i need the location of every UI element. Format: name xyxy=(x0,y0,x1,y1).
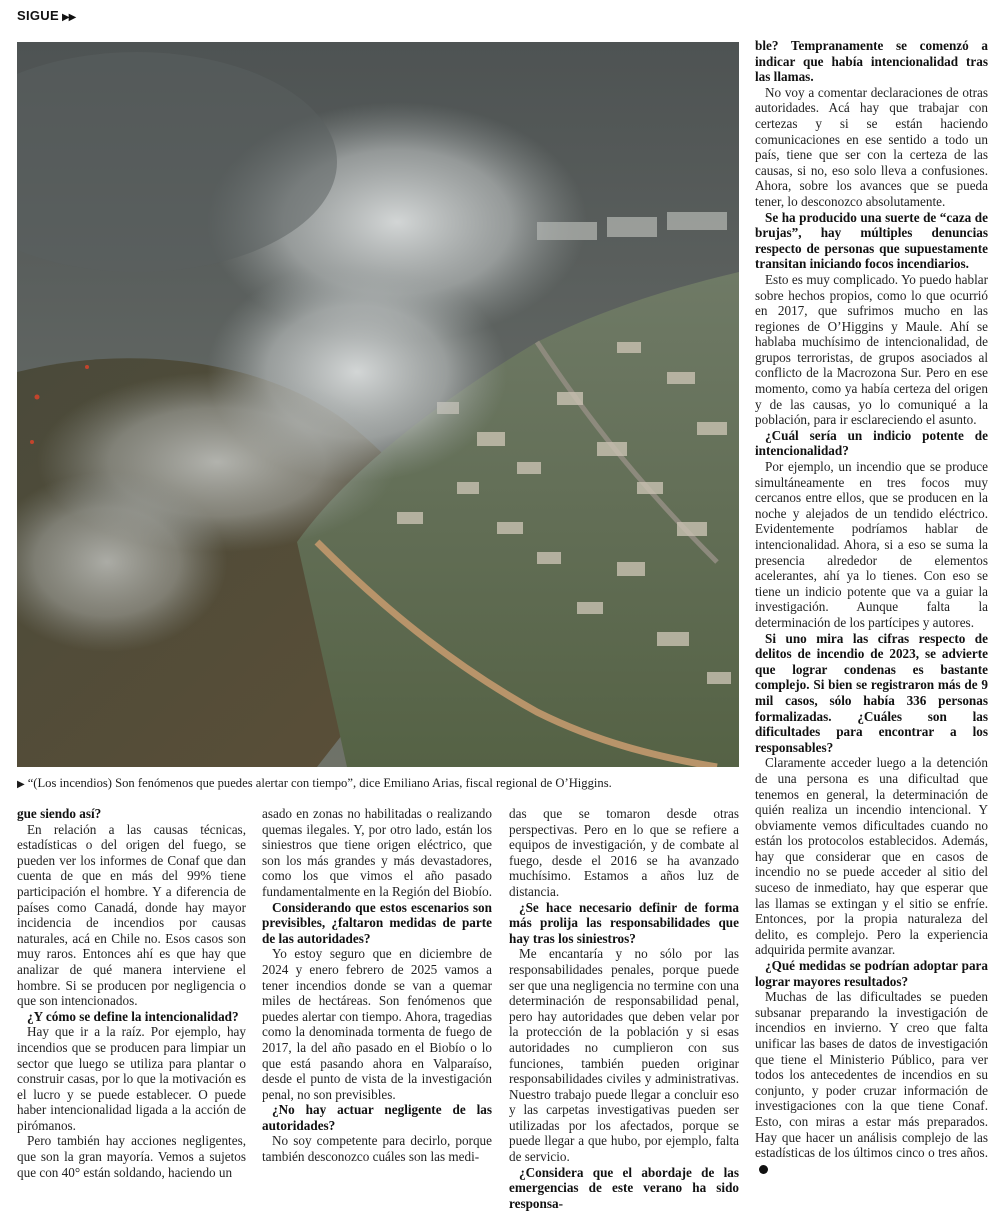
answer-paragraph: En relación a las causas técnicas, estadísticas o del origen del fuego, se pueden ver los informes de Conaf que dan cuenta de que en más del 99% tiene participación el hombre. Y a diferencia de países como Canadá, donde hay mayor incidencia de incendios por causas naturales, acá en Chile no. Esos casos son muy raros. Entonces ahí es que hay que analizar de qué manera interviene el hombre. Si se producen por negligencia o que son intencionados. xyxy=(17,821,246,1009)
photo-caption xyxy=(17,775,739,793)
answer-paragraph: Por ejemplo, un incendio que se produce simultáneamente en tres focos muy cercanos entre ellos, que se producen en la noche y alejados de un tendido eléctrico. Evidentemente podríamos hablar de intencionalidad. Ahora, si a eso se suma la presencia alrededor de elementos acelerantes, ahí ya lo tienes. Con eso se tiene un indicio potente que va a guiar la investigación. Aunque falta la determinación de los partícipes y autores. xyxy=(755,459,988,630)
question: ¿Se hace necesario definir de forma más prolija las responsabilidades que hay tras los siniestros? xyxy=(509,899,739,946)
answer-paragraph: Pero también hay acciones negligentes, que son la gran mayoría. Vemos a sujetos que con 40° están soldando, haciendo un xyxy=(17,1133,246,1180)
double-arrow-icon: ▶▶ xyxy=(61,12,76,23)
answer-paragraph: Esto es muy complicado. Yo puedo hablar sobre hechos propios, como lo que ocurrió en 2017, que sufrimos mucho en las regiones de O’Higgins y Maule. Ahí se hablaba muchísimo de intencionalidad, de grupos terroristas, de grupos asociados al conflicto de la Macrozona Sur. Pero en ese momento, como ya había certeza del origen y de las causas, yo lo comuniqué a la población, para ir esclareciendo el asunto. xyxy=(755,271,988,428)
question: ¿No hay actuar negligente de las autoridades? xyxy=(262,1102,492,1133)
question: ¿Qué medidas se podrían adoptar para lograr mayores resultados? xyxy=(755,958,988,989)
final-paragraph-text: Muchas de las dificultades se pueden subsanar preparando la investigación de incendios en invierno. Y creo que falta unificar las bases de datos de investigación que tiene el Ministerio Público, para ver todos los antecedentes de incendios en su conjunto, y poder cruzar información de investigaciones con la que tiene Conaf. Esto, con miras a estar más preparados. Hay que hacer un análisis complejo de las estadísticas de los últimos cinco o tres años. xyxy=(755,989,988,1161)
question: Si uno mira las cifras respecto de delitos de incendio de 2023, se advierte que lograr condenas es bastante complejo. Si bien se registraron más de 9 mil casos, sólo había 336 personas formalizadas. ¿Cuáles son las dificultades para encontrar a los responsables? xyxy=(755,630,988,755)
caption-triangle-icon: ▶ xyxy=(17,779,25,790)
answer-paragraph: Claramente acceder luego a la detención de una persona es una dificultad que tenemos en general, la determinación de quién realiza un incendio intencional. Y obviamente vemos dificultades cuando no están los protocolos establecidos. Además, hay que considerar que en casos de incendio no se puede acceder al sitio del suceso de inmediato, hay que esperar que las llamas se extingan y el sitio se enfríe. Entonces, por la propia naturaleza del delito, es complejo. Pero la experiencia adquirida permite avanzar. xyxy=(755,755,988,958)
sigue-label xyxy=(17,8,75,23)
answer-paragraph: No voy a comentar declaraciones de otras autoridades. Acá hay que trabajar con certezas y si se están haciendo comunicaciones en ese sentido a todo un país, tiene que ser con la certeza de las causas, si no, eso solo lleva a confusiones. Ahora, sobre los avances que se pueda tener, lo desconozco absolutamente. xyxy=(755,84,988,209)
question: gue siendo así? xyxy=(17,806,102,821)
answer-paragraph: das que se tomaron desde otras perspectivas. Pero en lo que se refiere a equipos de investigación, y de combate al fuego, desde el 2016 se ha avanzado muchísimo. Estamos a años luz de distancia. xyxy=(509,806,739,899)
question: ¿Y cómo se define la intencionalidad? xyxy=(27,1008,239,1024)
question: Se ha producido una suerte de “caza de brujas”, hay múltiples denuncias respecto de personas que supuestamente transitan iniciando focos incendiarios. xyxy=(755,209,988,272)
answer-paragraph: Hay que ir a la raíz. Por ejemplo, hay incendios que se producen para limpiar un sector que luego se utiliza para plantar o construir casas, por lo que la motivación es el lucro y se puede establecer. O puede haber intencionalidad ligada a la acción de pirómanos. xyxy=(17,1024,246,1133)
article-column-bottom-2 xyxy=(262,806,492,1165)
question: ble? Tempranamente se comenzó a indicar que había intencionalidad tras las llamas. xyxy=(755,38,988,85)
answer-paragraph: asado en zonas no habilitadas o realizando quemas ilegales. Y, por otro lado, están los siniestros que tiene origen eléctrico, que son los más grandes y más devastadores, como los que vimos el año pasado fundamentalmente en la Región del Biobío. xyxy=(262,806,492,899)
end-of-article-icon xyxy=(759,1165,768,1174)
question: ¿Cuál sería un indicio potente de intencionalidad? xyxy=(755,427,988,459)
caption-text: “(Los incendios) Son fenómenos que puedes alertar con tiempo”, dice Emiliano Arias, fiscal regional de O’Higgins. xyxy=(27,776,612,790)
photo-illustration xyxy=(17,42,739,767)
article-column-bottom-1 xyxy=(17,806,246,1180)
answer-paragraph: Me encantaría y no sólo por las responsabilidades penales, porque puede ser que una negligencia no termine con una determinación de responsabilidad penal, pero hay autoridades que deben velar por la protección de la población y si esas autoridades no cumplieron con sus funciones, también pueden originar responsabilidades civiles y administrativas. Nuestro trabajo puede llegar a concluir eso y las carpetas investigativas pueden ser utilizadas por los afectados, porque se puede llegar a que hubo, por ejemplo, falta de servicio. xyxy=(509,946,739,1165)
wildfire-aerial-photo xyxy=(17,42,739,767)
question: ¿Considera que el abordaje de las emergencias de este verano ha sido responsa- xyxy=(509,1164,739,1211)
article-column-bottom-3 xyxy=(509,806,739,1211)
answer-paragraph xyxy=(755,989,988,1176)
sigue-text: SIGUE xyxy=(17,8,59,23)
answer-paragraph: Yo estoy seguro que en diciembre de 2024 y enero febrero de 2025 vamos a tener incendios donde se van a quemar miles de hectáreas. Son fenómenos que puedes alertar con tiempo. Ahora, tragedias como la denominada tormenta de fuego de 2017, la del año pasado en el Biobío o lo que está pasando ahora en Valparaíso, desde el punto de vista de la investigación penal, no son previsibles. xyxy=(262,946,492,1102)
article-column-right xyxy=(755,38,988,1176)
answer-paragraph: No soy competente para decirlo, porque también desconozco cuáles son las medi- xyxy=(262,1133,492,1165)
question: Considerando que estos escenarios son previsibles, ¿faltaron medidas de parte de las autoridades? xyxy=(262,899,492,946)
